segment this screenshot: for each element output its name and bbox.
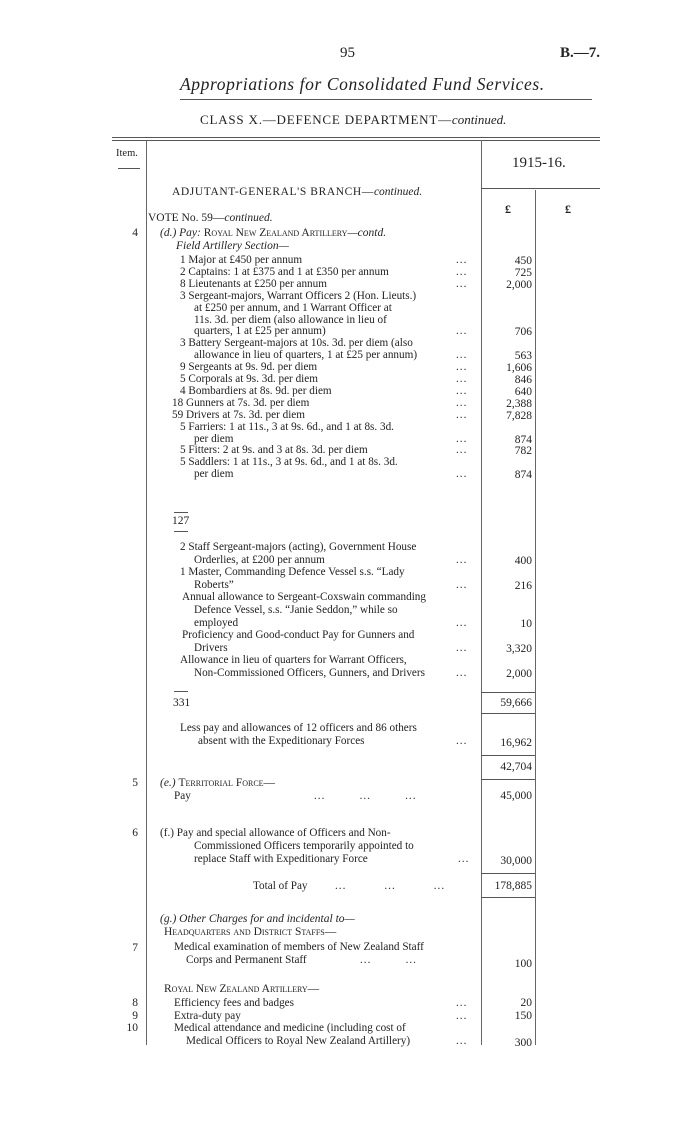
line-item-text: per diem [194, 432, 234, 445]
net-amount-rule [481, 755, 535, 756]
currency-symbol-2: £ [565, 202, 571, 216]
line-item [180, 654, 478, 667]
page-title: Appropriations for Consolidated Fund Services. [180, 74, 545, 94]
leader-dots: ... [456, 325, 468, 338]
line-item [194, 604, 478, 617]
total-pay-label: Total of Pay [253, 880, 308, 892]
line-item-text: 5 Farriers: 1 at 11s., 3 at 9s. 6d., and 1 at 8s. 3d. [180, 420, 394, 433]
section-f-line-3 [194, 853, 478, 866]
leader-dots: ... [456, 254, 468, 266]
line-item-amount: 20 [520, 997, 532, 1009]
line-item-text: Defence Vessel, s.s. “Janie Seddon,” while so [194, 604, 398, 616]
item-number: 7 [132, 942, 138, 954]
line-item-text: 1 Master, Commanding Defence Vessel s.s. “Lady [180, 566, 405, 579]
line-item-text: Non-Commissioned Officers, Gunners, and Drivers [194, 667, 425, 679]
line-item-text: 4 Bombardiers at 8s. 9d. per diem [180, 384, 332, 397]
line-item [182, 629, 478, 642]
section-f-line-2 [194, 840, 478, 853]
line-item-amount: 450 [514, 255, 532, 267]
line-item-text: 5 Fitters: 2 at 9s. and 3 at 8s. 3d. per diem [180, 444, 368, 457]
leader-dots: ... [458, 853, 470, 865]
leader-dots: ... ... ... [335, 880, 446, 892]
less-line-1 [180, 722, 510, 735]
leader-dots: ... ... ... [314, 790, 417, 802]
line-item-text: 3 Battery Sergeant-majors at 10s. 3d. per diem (also [180, 337, 413, 350]
leader-dots: ... [456, 735, 468, 747]
line-item-amount: 300 [514, 1037, 532, 1050]
section-f-amount: 30,000 [500, 855, 532, 867]
line-item-amount: 3,320 [506, 642, 532, 655]
line-item-text: 1 Major at £450 per annum [180, 254, 303, 266]
less-line-1-text: Less pay and allowances of 12 officers and 86 others [180, 722, 417, 734]
section-f-line-1-text: (f.) Pay and special allowance of Officers and Non- [160, 827, 391, 839]
leader-dots: ... [456, 384, 468, 397]
line-item-text: Allowance in lieu of quarters for Warrant Officers, [180, 654, 407, 667]
line-item-text: 3 Sergeant-majors, Warrant Officers 2 (Hon. Lieuts.) [180, 289, 417, 302]
item-number: 10 [126, 1022, 138, 1035]
total-pay-rule-2 [481, 897, 535, 898]
line-item-text: quarters, 1 at £25 per annum) [194, 325, 326, 338]
line-item-amount: 725 [514, 266, 532, 279]
line-item [194, 667, 478, 680]
item-number: 9 [132, 1009, 138, 1022]
line-item [194, 617, 478, 630]
line-item [182, 591, 478, 604]
line-item-text: per diem [194, 468, 234, 481]
line-item-amount: 874 [514, 469, 532, 482]
line-item-text: Medical attendance and medicine (including cost of [174, 1022, 406, 1035]
leader-dots: ... [456, 468, 468, 481]
amount2-column-rule [535, 190, 536, 1045]
line-item-text: Roberts” [194, 578, 234, 591]
line-item-text: allowance in lieu of quarters, 1 at £25 per annum) [194, 349, 418, 362]
total-amount-rule-2 [481, 713, 535, 714]
leader-dots: ... [456, 667, 468, 679]
leader-dots: ... [456, 361, 468, 374]
line-item-amount: 2,388 [506, 397, 532, 410]
line-item-amount: 706 [514, 326, 532, 339]
line-item-amount: 874 [514, 433, 532, 446]
hq-line-1 [174, 941, 478, 954]
section-e-prefix: (e.) [160, 777, 176, 789]
leader-dots: ... [456, 553, 468, 566]
hq-heading: Headquarters and District Staffs— [164, 926, 337, 938]
total-pay-amount: 178,885 [494, 880, 532, 892]
branch-heading-cont: continued. [373, 186, 423, 198]
line-item-amount: 10 [520, 617, 532, 630]
section-d-subheading: Field Artillery Section— [176, 240, 289, 252]
line-item [194, 579, 478, 592]
line-item [174, 1022, 478, 1035]
line-item-amount: 7,828 [506, 409, 532, 422]
line-item-text: at £250 per annum, and 1 Warrant Officer at [194, 301, 392, 314]
section-d-heading [160, 227, 386, 239]
line-item [180, 541, 478, 554]
section-f-line-3-text: replace Staff with Expeditionary Force [194, 853, 368, 865]
table-top-rule [112, 137, 600, 138]
section-e-amount: 45,000 [500, 790, 532, 802]
leader-dots: ... [456, 578, 468, 591]
line-item-text: 18 Gunners at 7s. 3d. per diem [172, 396, 310, 409]
line-item [194, 642, 478, 655]
section-e-heading [160, 777, 275, 789]
leader-dots: ... [456, 432, 468, 445]
less-line-2 [198, 735, 478, 748]
section-e-amount-rule [481, 779, 535, 780]
vote-heading [148, 212, 273, 224]
section-e-line-text: Pay [174, 790, 191, 802]
line-item [174, 1010, 478, 1023]
line-item-text: 59 Drivers at 7s. 3d. per diem [172, 408, 305, 421]
line-item-amount: 563 [514, 350, 532, 363]
table-top-rule-2 [112, 140, 600, 141]
branch-heading-main: ADJUTANT-GENERAL'S BRANCH— [172, 186, 374, 198]
leader-dots: ... [456, 265, 468, 278]
subtotal-rule [174, 512, 188, 513]
class-heading-main: CLASS X.—DEFENCE DEPARTMENT— [200, 112, 452, 127]
line-item-amount: 1,606 [506, 362, 532, 375]
leader-dots: ... [456, 641, 468, 654]
total-amount: 59,666 [500, 697, 532, 709]
total-pay-rule [481, 873, 535, 874]
total-count-rule [174, 691, 188, 692]
line-item-amount: 2,000 [506, 668, 532, 680]
line-item [194, 468, 478, 481]
section-g-heading: (g.) Other Charges for and incidental to— [160, 913, 355, 925]
vote-heading-main: VOTE No. 59— [148, 212, 225, 224]
subtotal-rule-2 [174, 531, 188, 532]
leader-dots: ... [456, 408, 468, 421]
item-number: 8 [132, 997, 138, 1009]
document-reference: B.—7. [560, 45, 601, 61]
line-item-text: Annual allowance to Sergeant-Coxswain commanding [182, 591, 426, 604]
line-item-amount: 150 [514, 1009, 532, 1022]
subtotal-count: 127 [172, 515, 190, 527]
leader-dots: ... [456, 444, 468, 457]
section-f-line-2-text: Commissioned Officers temporarily appointed to [194, 840, 414, 852]
section-d-cont: —contd. [347, 227, 387, 239]
branch-heading [172, 186, 422, 198]
class-heading-cont: continued. [451, 112, 507, 127]
net-amount: 42,704 [500, 761, 532, 773]
leader-dots: ... [456, 277, 468, 290]
section-d-prefix: (d.) Pay: [160, 227, 201, 239]
leader-dots: ... [456, 997, 468, 1009]
leader-dots: ... [456, 349, 468, 362]
leader-dots: ... ... [360, 954, 417, 966]
year-header: 1915-16. [512, 155, 566, 171]
less-line-2-text: absent with the Expeditionary Forces [198, 735, 365, 747]
line-item [186, 1035, 478, 1048]
line-item-text: 5 Saddlers: 1 at 11s., 3 at 9s. 6d., and 1 at 8s. 3d. [180, 456, 398, 469]
line-item [180, 566, 478, 579]
line-item-text: 5 Corporals at 9s. 3d. per diem [180, 373, 318, 385]
section-e-name: Territorial Force— [178, 777, 276, 789]
item-number: 5 [132, 777, 138, 789]
line-item-text: 11s. 3d. per diem (also allowance in lieu of [194, 313, 387, 326]
leader-dots: ... [456, 373, 468, 385]
line-item-text: Efficiency fees and badges [174, 997, 295, 1009]
hq-line-2-text: Corps and Permanent Staff [186, 954, 307, 966]
leader-dots: ... [456, 1035, 468, 1048]
total-amount-rule [481, 692, 535, 693]
year-rule [481, 188, 600, 189]
section-f-line-1 [160, 827, 478, 840]
line-item-amount: 2,000 [506, 278, 532, 291]
hq-amount: 100 [514, 958, 532, 970]
less-amount: 16,962 [500, 737, 532, 749]
line-item-text: Drivers [194, 641, 228, 654]
item-number: 4 [132, 227, 138, 239]
leader-dots: ... [456, 1009, 468, 1022]
line-item-text: 2 Staff Sergeant-majors (acting), Government House [180, 541, 417, 553]
line-item [174, 997, 478, 1010]
title-rule [180, 99, 592, 100]
section-e-line [174, 790, 478, 803]
line-item-amount: 846 [514, 374, 532, 386]
page-number: 95 [340, 45, 355, 61]
section-d-name: Royal New Zealand Artillery [203, 227, 348, 239]
item-column-header: Item. [116, 148, 138, 159]
line-item-text: employed [194, 616, 239, 629]
hq-line-1-text: Medical examination of members of New Zealand Staff [174, 941, 424, 953]
line-item-amount: 400 [514, 554, 532, 567]
item-header-rule [118, 168, 140, 169]
line-item-text: 8 Lieutenants at £250 per annum [180, 277, 327, 290]
line-item-text: Proficiency and Good-conduct Pay for Gunners and [182, 629, 415, 642]
leader-dots: ... [456, 616, 468, 629]
hq-line-2 [186, 954, 478, 967]
line-item-amount: 640 [514, 385, 532, 398]
line-item-text: Extra-duty pay [174, 1009, 241, 1022]
currency-symbol-1: £ [505, 202, 511, 216]
item-column-rule [146, 140, 147, 1045]
rnza-heading: Royal New Zealand Artillery— [164, 983, 320, 995]
line-item-amount: 782 [514, 445, 532, 458]
total-count: 331 [173, 697, 191, 709]
total-pay-row [253, 880, 478, 893]
line-item-text: 9 Sergeants at 9s. 9d. per diem [180, 361, 318, 374]
class-heading [200, 112, 506, 128]
line-item-text: Orderlies, at £200 per annum [194, 553, 325, 566]
vote-heading-cont: continued. [224, 212, 273, 224]
line-item-amount: 216 [514, 579, 532, 592]
line-item-text: 2 Captains: 1 at £375 and 1 at £350 per annum [180, 265, 389, 278]
line-item [194, 554, 478, 567]
line-item-text: Medical Officers to Royal New Zealand Artillery) [186, 1035, 411, 1048]
item-number: 6 [132, 827, 138, 839]
leader-dots: ... [456, 396, 468, 409]
